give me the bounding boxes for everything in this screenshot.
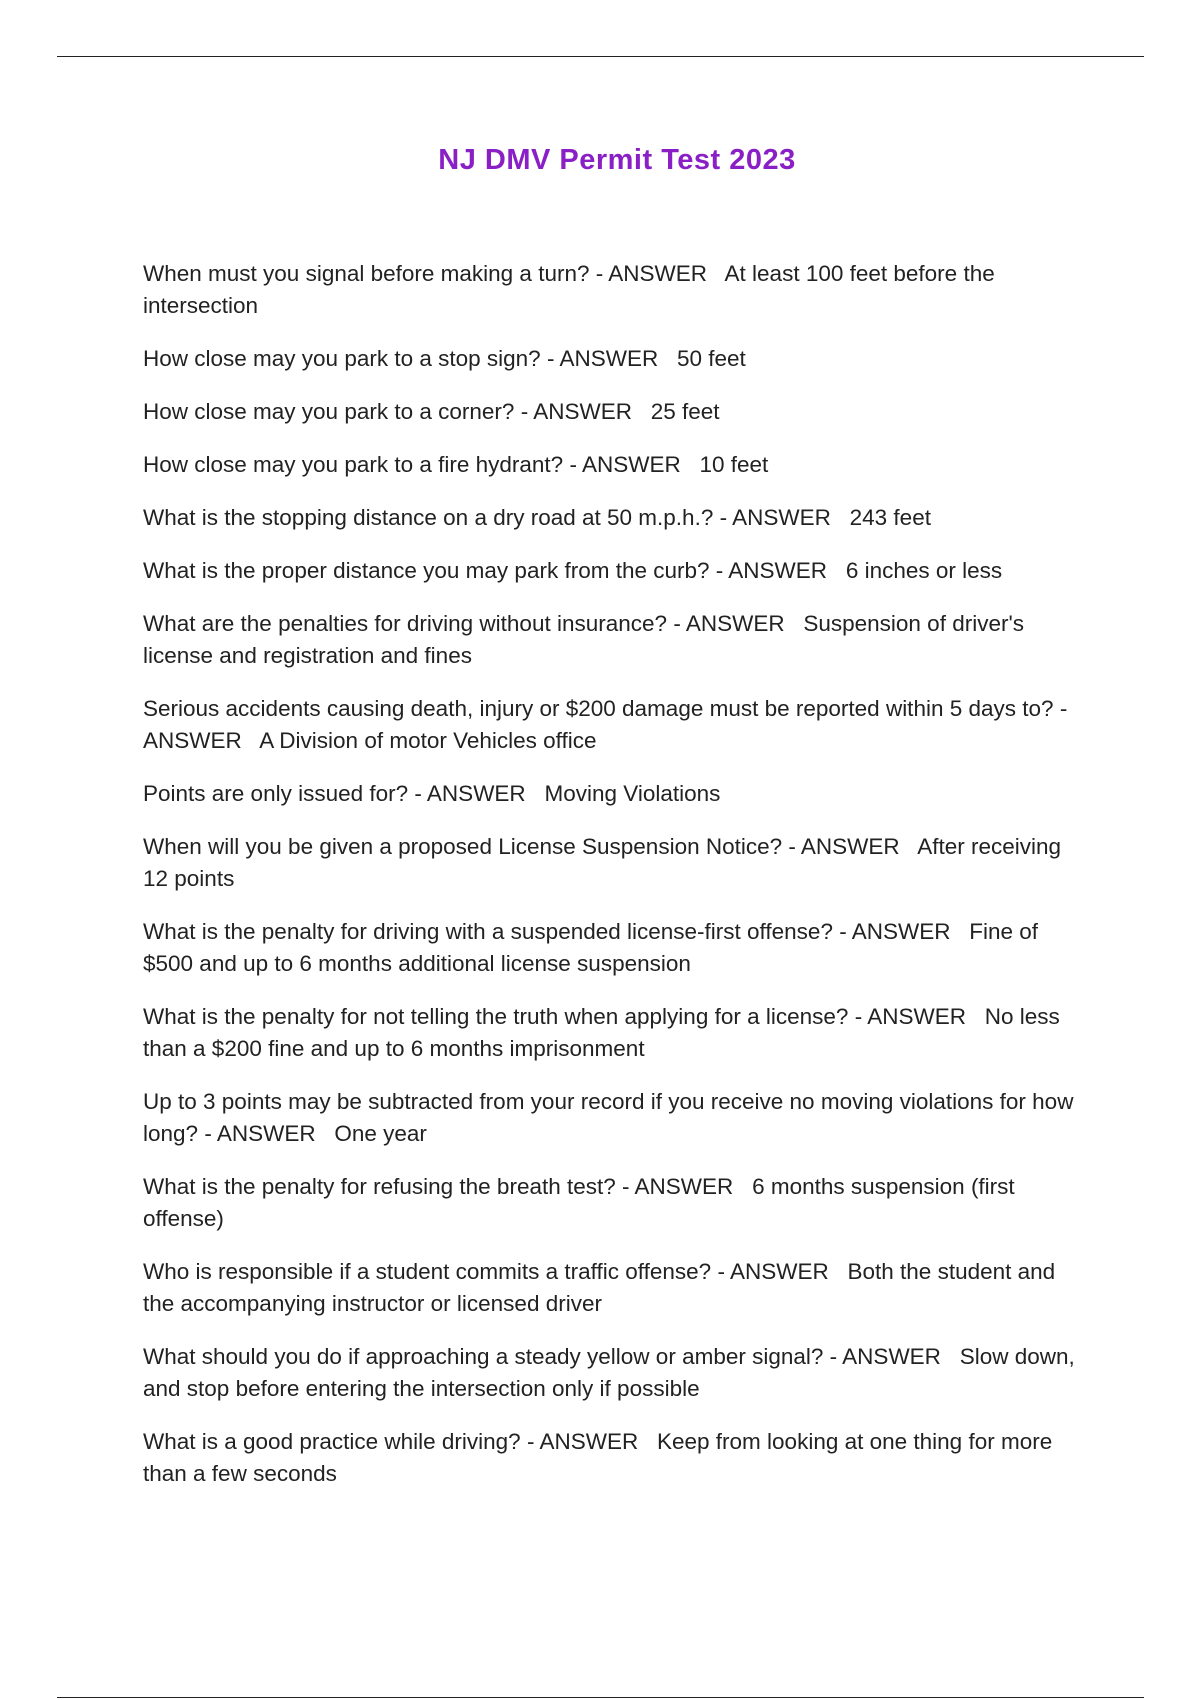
answer-text: 50 feet bbox=[677, 346, 746, 371]
qa-item bbox=[143, 502, 1088, 534]
qa-item bbox=[143, 449, 1088, 481]
question-text: What are the penalties for driving without insurance? bbox=[143, 611, 668, 636]
answer-marker: - ANSWER bbox=[622, 1174, 734, 1199]
answer-text: Suspension of driver's license and registration and fines bbox=[143, 611, 1025, 668]
top-rule bbox=[57, 56, 1144, 57]
question-text: Up to 3 points may be subtracted from your record if you receive no moving violations for how long? bbox=[143, 1089, 1074, 1146]
question-text: What is the penalty for refusing the breath test? bbox=[143, 1174, 616, 1199]
qa-item bbox=[143, 555, 1088, 587]
answer-marker: - ANSWER bbox=[854, 1004, 966, 1029]
qa-item bbox=[143, 1426, 1088, 1490]
answer-text: Both the student and the accompanying instructor or licensed driver bbox=[143, 1259, 1056, 1316]
qa-item bbox=[143, 608, 1088, 672]
qa-item bbox=[143, 1001, 1088, 1065]
qa-item bbox=[143, 258, 1088, 322]
answer-marker: - ANSWER bbox=[839, 919, 951, 944]
answer-marker: - ANSWER bbox=[829, 1344, 941, 1369]
answer-text: Keep from looking at one thing for more than a few seconds bbox=[143, 1429, 1053, 1486]
qa-item bbox=[143, 831, 1088, 895]
qa-item bbox=[143, 1086, 1088, 1150]
question-text: Points are only issued for? bbox=[143, 781, 409, 806]
answer-text: 10 feet bbox=[699, 452, 769, 477]
answer-text: At least 100 feet before the intersection bbox=[143, 261, 995, 318]
question-text: How close may you park to a stop sign? bbox=[143, 346, 541, 371]
question-text: What should you do if approaching a steady yellow or amber signal? bbox=[143, 1344, 824, 1369]
answer-text: Moving Violations bbox=[544, 781, 721, 806]
qa-item bbox=[143, 1341, 1088, 1405]
answer-text: One year bbox=[334, 1121, 427, 1146]
answer-marker: - ANSWER bbox=[520, 399, 632, 424]
question-text: What is the stopping distance on a dry road at 50 m.p.h.? bbox=[143, 505, 714, 530]
answer-marker: - ANSWER bbox=[595, 261, 708, 286]
answer-text: Fine of $500 and up to 6 months additional license suspension bbox=[143, 919, 1039, 976]
qa-item bbox=[143, 916, 1088, 980]
answer-text: After receiving 12 points bbox=[143, 834, 1061, 891]
answer-marker: - ANSWER bbox=[715, 558, 828, 583]
answer-text: No less than a $200 fine and up to 6 months imprisonment bbox=[143, 1004, 1060, 1061]
qa-item bbox=[143, 396, 1088, 428]
answer-marker: - ANSWER bbox=[569, 452, 681, 477]
answer-text: 6 inches or less bbox=[845, 558, 1003, 583]
question-text: How close may you park to a corner? bbox=[143, 399, 515, 424]
qa-list bbox=[143, 258, 1088, 1511]
answer-marker: - ANSWER bbox=[788, 834, 900, 859]
page-title: NJ DMV Permit Test 2023 bbox=[438, 144, 796, 176]
answer-marker: - ANSWER bbox=[414, 781, 526, 806]
bottom-rule bbox=[57, 1697, 1144, 1698]
question-text: Who is responsible if a student commits a traffic offense? bbox=[143, 1259, 712, 1284]
answer-marker: - ANSWER bbox=[719, 505, 831, 530]
answer-text: 25 feet bbox=[650, 399, 720, 424]
answer-marker: - ANSWER bbox=[204, 1121, 316, 1146]
answer-marker: - ANSWER bbox=[526, 1429, 639, 1454]
question-text: When must you signal before making a turn? bbox=[143, 261, 590, 286]
question-text: What is the proper distance you may park from the curb? bbox=[143, 558, 710, 583]
answer-marker: - ANSWER bbox=[546, 346, 659, 371]
question-text: What is a good practice while driving? bbox=[143, 1429, 521, 1454]
answer-marker: - ANSWER bbox=[673, 611, 785, 636]
answer-text: 243 feet bbox=[849, 505, 931, 530]
qa-item bbox=[143, 1256, 1088, 1320]
qa-item bbox=[143, 693, 1088, 757]
answer-text: Slow down, and stop before entering the intersection only if possible bbox=[143, 1344, 1075, 1401]
answer-text: A Division of motor Vehicles office bbox=[259, 728, 597, 753]
question-text: What is the penalty for not telling the truth when applying for a license? bbox=[143, 1004, 849, 1029]
qa-item bbox=[143, 778, 1088, 810]
qa-item bbox=[143, 343, 1088, 375]
question-text: What is the penalty for driving with a suspended license-first offense? bbox=[143, 919, 833, 944]
answer-marker: - ANSWER bbox=[717, 1259, 829, 1284]
qa-item bbox=[143, 1171, 1088, 1235]
question-text: When will you be given a proposed License Suspension Notice? bbox=[143, 834, 783, 859]
question-text: Serious accidents causing death, injury or $200 damage must be reported within 5 days to? bbox=[143, 696, 1054, 721]
answer-marker: - ANSWER bbox=[143, 696, 1068, 753]
answer-text: 6 months suspension (first offense) bbox=[143, 1174, 1015, 1231]
question-text: How close may you park to a fire hydrant? bbox=[143, 452, 564, 477]
